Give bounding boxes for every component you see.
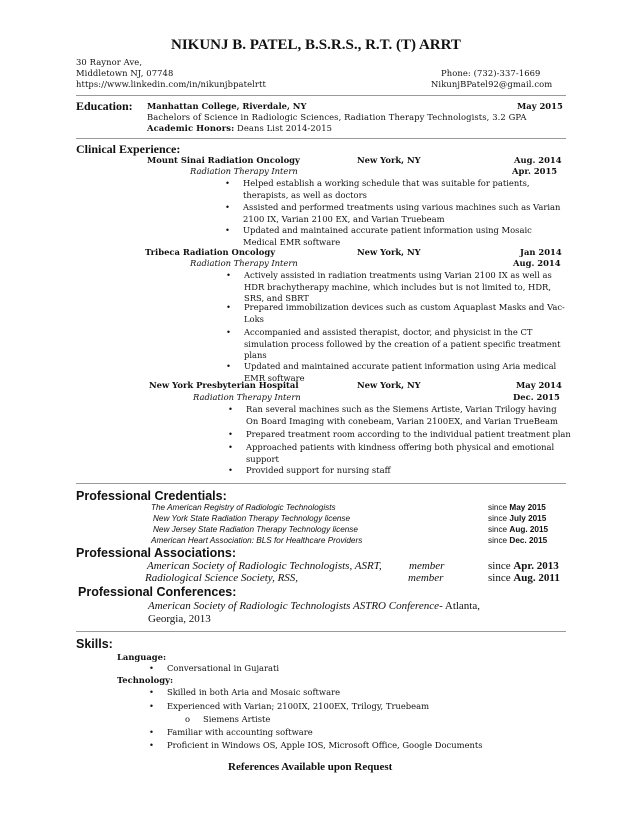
job-start: May 2014 [516,380,562,390]
clinical-heading: Clinical Experience: [76,142,181,156]
divider [76,631,566,632]
job-location: New York, NY [357,155,421,165]
bullet: • [225,225,230,235]
list-item: • Prepared immobilization devices such as custom Aquaplast Masks and Vac-Loks [226,302,565,324]
graduation-date: May 2015 [517,101,563,111]
job-location: New York, NY [357,247,421,257]
list-item: • Actively assisted in radiation treatments using Varian 2100 IX as well as HDR brachytherapy machine, which includes but is not limited to, HDR, SRS, and SBRT [226,270,552,303]
sub-bullet: o [185,714,191,724]
list-item: • Assisted and performed treatments using various machines such as Varian 2100 IX, Varian 2100 EX, and Varian Truebeam [225,202,561,224]
credentials-heading: Professional Credentials: [76,489,227,503]
bullet: • [228,429,233,439]
job-location: New York, NY [357,380,421,390]
list-item: • Experienced with Varian; 2100IX, 2100EX, Trilogy, Truebeam [149,701,430,711]
bullet: • [226,327,231,337]
list-item: • Familiar with accounting software [149,727,313,737]
bullet: • [228,442,233,452]
job-title: Radiation Therapy Intern [190,166,298,176]
association-role: member [408,572,444,584]
bullet: • [226,361,231,371]
language-label: Language: [117,652,167,662]
bullet: • [228,465,233,475]
association-role: member [409,560,445,572]
honors-value: Deans List 2014-2015 [237,123,333,133]
list-item: • Proficient in Windows OS, Apple IOS, Microsoft Office, Google Documents [149,740,483,750]
skills-heading: Skills: [76,637,113,651]
credential-name: The American Registry of Radiologic Technologists [151,503,336,512]
address-line-2: Middletown NJ, 07748 [76,68,174,78]
job-org: Tribeca Radiation Oncology [145,247,276,257]
references-note: References Available upon Request [228,761,393,773]
list-item: • Updated and maintained accurate patient information using Aria medical EMR software [226,361,557,383]
technology-label: Technology: [117,675,174,685]
degree: Bachelors of Science in Radiologic Sciences, Radiation Therapy Technologists, 3.2 GPA [147,112,527,122]
credential-name: New Jersey State Radiation Therapy Technology license [153,525,358,534]
list-item: • Approached patients with kindness offering both physical and emotional support [228,442,555,464]
job-org: New York Presbyterian Hospital [149,380,299,390]
bullet: • [149,687,154,697]
resume-name: NIKUNJ B. PATEL, B.S.R.S., R.T. (T) ARRT [171,37,461,53]
list-item: o Siemens Artiste [185,714,271,724]
list-item: • Conversational in Gujarati [149,663,280,673]
list-item: • Ran several machines such as the Siemens Artiste, Varian Trilogy having On Board Imaging with conebeam, Varian 2100EX, and Varian TrueBeam [228,404,558,426]
job-title: Radiation Therapy Intern [190,258,298,268]
list-item: • Updated and maintained accurate patient information using Mosaic Medical EMR software [225,225,532,247]
list-item: • Accompanied and assisted therapist, doctor, and physicist in the CT simulation process followed by the creation of a patient specific treatment plans [226,327,561,360]
list-item: • Skilled in both Aria and Mosaic software [149,687,341,697]
conferences-heading: Professional Conferences: [78,585,237,599]
education-heading: Education: [76,99,133,113]
list-item: • Provided support for nursing staff [228,465,391,475]
association-date: since Aug. 2011 [488,572,560,584]
bullet: • [149,727,154,737]
bullet: • [225,178,230,188]
credential-name: New York State Radiation Therapy Technology license [153,514,351,523]
job-start: Aug. 2014 [514,155,562,165]
credential-date: since Aug. 2015 [488,525,549,534]
bullet: • [226,302,231,312]
association-name: American Society of Radiologic Technologists, ASRT, [147,560,382,572]
job-start: Jan 2014 [520,247,562,257]
conference-entry: American Society of Radiologic Technologists ASTRO Conference- Atlanta, [148,600,480,612]
job-end: Apr. 2015 [512,166,558,176]
bullet: • [226,270,231,280]
list-item: • Helped establish a working schedule that was suitable for patients, therapists, as well as doctors [225,178,530,200]
phone: Phone: (732)-337-1669 [441,68,541,78]
honors-label: Academic Honors: [147,123,235,133]
job-org: Mount Sinai Radiation Oncology [147,155,300,165]
credential-date: since July 2015 [488,514,547,523]
school-name: Manhattan College, Riverdale, NY [147,101,307,111]
job-end: Dec. 2015 [513,392,560,402]
association-name: Radiological Science Society, RSS, [145,572,299,584]
divider [76,483,566,484]
associations-heading: Professional Associations: [76,546,236,560]
divider [76,138,566,139]
bullet: • [149,740,154,750]
bullet: • [225,202,230,212]
bullet: • [149,701,154,711]
bullet: • [149,663,154,673]
credential-date: since Dec. 2015 [488,536,548,545]
conference-location: Georgia, 2013 [148,613,211,625]
list-item: • Prepared treatment room according to the individual patient treatment plan [228,429,571,439]
bullet: • [228,404,233,414]
email[interactable]: NikunjBPatel92@gmail.com [431,79,553,89]
credential-date: since May 2015 [488,503,546,512]
academic-honors [147,123,332,133]
linkedin-url[interactable]: https://www.linkedin.com/in/nikunjbpatelrtt [76,79,266,89]
address-line-1: 30 Raynor Ave, [76,57,143,67]
association-date: since Apr. 2013 [488,560,559,572]
divider [76,95,566,96]
credential-name: American Heart Association: BLS for Healthcare Providers [151,536,363,545]
job-end: Aug. 2014 [513,258,561,268]
job-title: Radiation Therapy Intern [193,392,301,402]
